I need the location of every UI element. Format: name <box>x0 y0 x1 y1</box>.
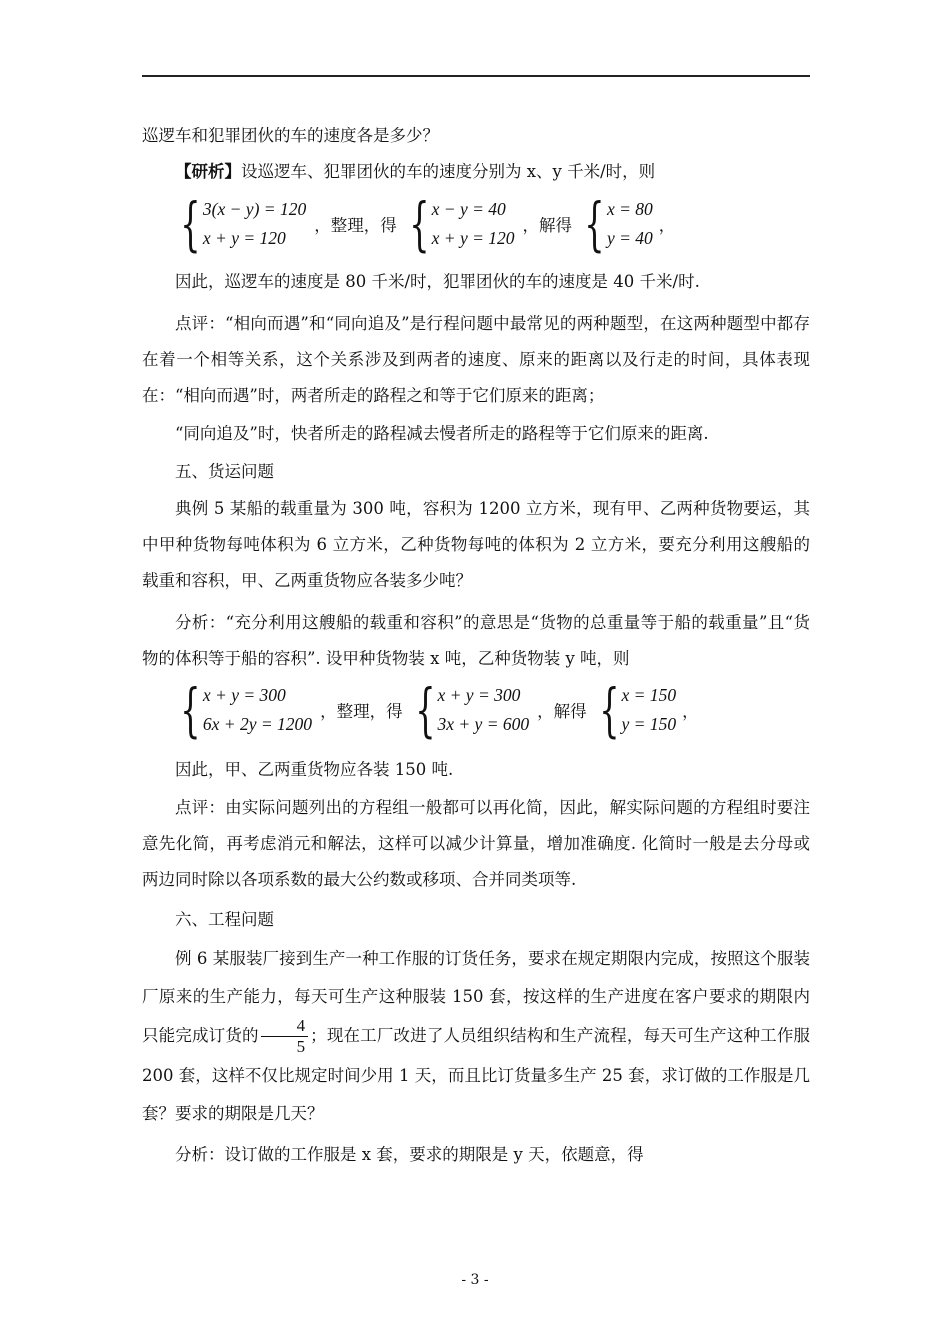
text-line: 巡逻车和犯罪团伙的车的速度各是多少？ <box>142 126 439 145</box>
equation-separator: ，整理，得 <box>314 216 397 235</box>
analysis-6: 分析：设订做的工作服是 x 套，要求的期限是 y 天，依题意，得 <box>175 1145 644 1164</box>
analysis-5: 分析：“充分利用这艘船的载重和容积”的意思是“货物的总重量等于船的载重量”且“货物的体积等于船的容积”. 设甲种货物装 x 吨，乙种货物装 y 吨，则 <box>142 613 810 668</box>
equation-system: { 3(x − y) = 120 x + y = 120 <box>180 190 307 258</box>
equation-line: y = 40 <box>606 228 653 248</box>
example-6-text: 例 6 某服装厂接到生产一种工作服的订货任务，要求在规定期限内完成，按照这个服装厂原来的生产能力，每天可生产这种服装 150 套，按这样的生产进度在客户要求的期限内只能完成订货的 <box>142 949 810 1045</box>
analysis-text: 设巡逻车、犯罪团伙的车的速度分别为 x、y 千米/时，则 <box>241 162 656 181</box>
equation-line: x + y = 120 <box>202 228 286 248</box>
equation-separator: ，解得 <box>522 216 573 235</box>
example-6-text: ；现在工厂改进了人员组织结构和生产流程，每天可生产这种工作服 200 套，这样不仅比规定时间少用 1 天，而且比订货量多生产 25 套，求订做的工作服是几套？要求的期限是几天？ <box>142 1026 811 1123</box>
equation-system: { x + y = 300 6x + 2y = 1200 <box>180 676 313 744</box>
equation-line: y = 150 <box>621 714 677 734</box>
equation-row-1 <box>172 192 675 256</box>
equation-system: { x − y = 40 x + y = 120 <box>409 190 515 258</box>
conclusion-2: 因此，甲、乙两重货物应各装 150 吨. <box>175 760 454 779</box>
page-number: - 3 - <box>461 1272 489 1288</box>
equation-separator: ，整理，得 <box>320 702 403 721</box>
equation-system: { x = 150 y = 150 <box>598 676 677 744</box>
equation-end: ， <box>658 216 676 235</box>
fraction-numerator: 4 <box>261 1016 309 1037</box>
fraction <box>261 1016 309 1057</box>
equation-separator: ，解得 <box>537 702 587 721</box>
example-6 <box>142 940 810 1133</box>
conclusion-1: 因此，巡逻车的速度是 80 千米/时，犯罪团伙的车的速度是 40 千米/时. <box>175 272 700 291</box>
chase-rule: “同向追及”时，快者所走的路程减去慢者所走的路程等于它们原来的距离. <box>175 424 709 443</box>
equation-line: 6x + 2y = 1200 <box>202 714 313 734</box>
equation-line: x − y = 40 <box>431 199 506 219</box>
section-heading-6: 六、工程问题 <box>175 910 274 929</box>
analysis-label: 【研析】 <box>175 162 241 181</box>
equation-line: x + y = 300 <box>202 685 286 705</box>
comment-2: 点评：由实际问题列出的方程组一般都可以再化简，因此，解实际问题的方程组时要注意先化简，再考虑消元和解法，这样可以减少计算量，增加准确度. 化简时一般是去分母或两边同时除以各项系数的最大公约数或移项、合并同类项等. <box>142 798 810 889</box>
example-5: 典例 5 某船的载重量为 300 吨，容积为 1200 立方米，现有甲、乙两种货物要运，其中甲种货物每吨体积为 6 立方米，乙种货物每吨的体积为 2 立方米，要充分利用这艘船的载重和容积，甲、乙两重货物应各装多少吨？ <box>142 499 810 590</box>
equation-line: x + y = 120 <box>431 228 515 248</box>
equation-row-2 <box>172 678 699 742</box>
equation-system: { x + y = 300 3x + y = 600 <box>414 676 530 744</box>
fraction-denominator: 5 <box>296 1037 306 1056</box>
equation-line: 3x + y = 600 <box>437 714 530 734</box>
meet-rule: “相向而遇”时，两者所走的路程之和等于它们原来的距离； <box>175 386 605 405</box>
analysis-line <box>175 162 655 182</box>
section-heading-5: 五、货运问题 <box>175 462 274 481</box>
equation-system: { x = 80 y = 40 <box>584 190 653 258</box>
equation-line: x = 150 <box>621 685 677 705</box>
equation-line: x + y = 300 <box>437 685 521 705</box>
equation-line: x = 80 <box>606 199 653 219</box>
header-rule <box>142 75 810 77</box>
equation-end: ， <box>682 702 699 721</box>
equation-line: 3(x − y) = 120 <box>202 199 307 219</box>
comment-1: 点评：“相向而遇”和“同向追及”是行程问题中最常见的两种题型，在这两种题型中都存在着一个相等关系，这个关系涉及到两者的速度、原来的距离以及行走的时间，具体表现在： <box>142 314 810 405</box>
